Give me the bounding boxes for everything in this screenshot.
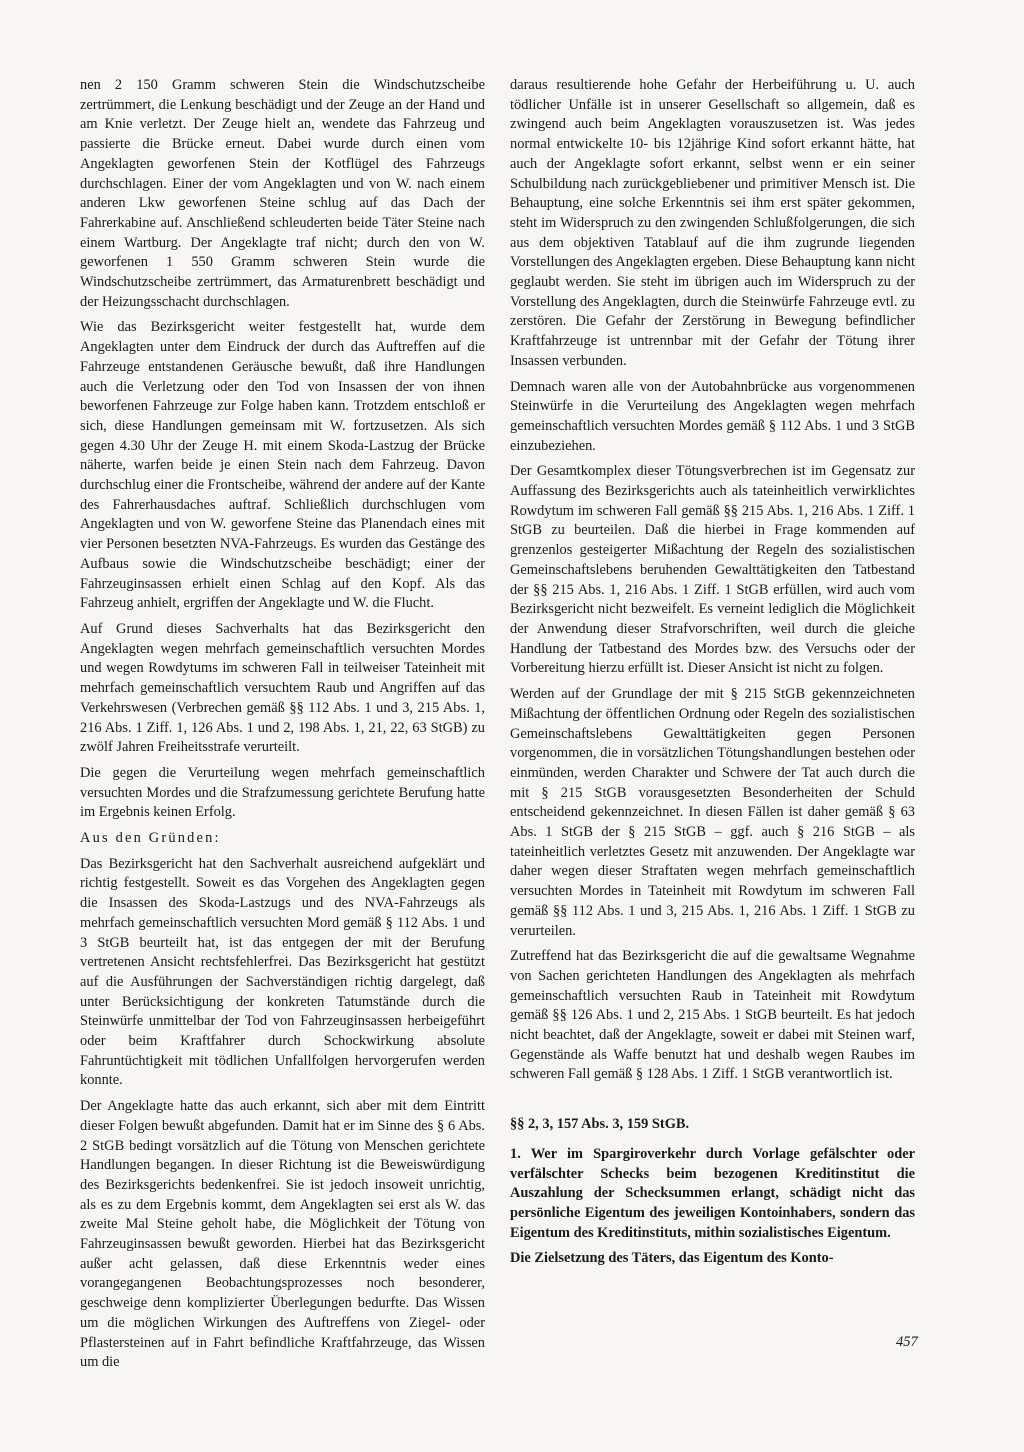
headnote: Die Zielsetzung des Täters, das Eigentum des Konto- xyxy=(510,1250,834,1267)
paragraph: Auf Grund dieses Sachverhalts hat das Bezirksgericht den Angeklagten wegen mehrfach gemeinschaftlich versuchten Mordes und wegen Rowdytums im schweren Fall in teilweiser Tateinheit mit mehrfach gemeinschaftlich versuchtem Raub und Angriffen auf das Verkehrswesen (Verbrechen gemäß §§ 112 Abs. 1 und 3, 215 Abs. 1, 216 Abs. 1 Ziff. 1, 126 Abs. 1 und 2, 198 Abs. 1, 21, 22, 63 StGB) zu zwölf Jahren Freiheitsstrafe verurteilt. xyxy=(80,620,485,756)
paragraph: Demnach waren alle von der Autobahnbrücke aus vorgenommenen Steinwürfe in die Verurteilung des Angeklagten wegen mehrfach gemeinschaftlich versuchten Mordes gemäß § 112 Abs. 1 und 3 StGB einzubeziehen. xyxy=(510,378,915,454)
left-column xyxy=(80,76,485,1379)
paragraph: Zutreffend hat das Bezirksgericht die auf die gewaltsame Wegnahme von Sachen gerichteten Handlungen des Angeklagten als mehrfach gemeinschaftlich versuchten Raub in Tateinheit mit Rowdytum gemäß §§ 126 Abs. 1 und 2, 215 Abs. 1 StGB beurteilt. Es hat jedoch nicht beachtet, daß der Angeklagte, soweit er dabei mit Steinen warf, Gegenstände als Waffe benutzt hat und deshalb wegen Raubes im schweren Fall gemäß § 128 Abs. 1 Ziff. 1 StGB verantwortlich ist. xyxy=(510,948,915,1083)
headnote: 1. Wer im Spargiroverkehr durch Vorlage gefälschter oder verfälschter Schecks beim bezogenen Kreditinstitut die Auszahlung der Schecksummen erlangt, schädigt nicht das persönliche Eigentum des jeweiligen Kontoinhabers, sondern das Eigentum des Kreditinstituts, mithin sozialistisches Eigentum. xyxy=(510,1145,915,1241)
paragraph: Wie das Bezirksgericht weiter festgestellt hat, wurde dem Angeklagten unter dem Eindruck der durch das Auftreffen auf die Fahrzeuge entstandenen Geräusche bewußt, daß ihre Handlungen auch die Verletzung oder den Tod von Insassen der von ihnen beworfenen Fahrzeuge zur Folge haben kann. Trotzdem entschloß er sich, diese Handlungen gemeinsam mit W. fortzusetzen. Als sich gegen 4.30 Uhr der Zeuge H. mit einem Skoda-Lastzug der Brücke näherte, warfen beide je einen Stein nach dem Fahrzeug. Davon durchschlug einer die Frontscheibe, während der andere auf der Kante des Fahrerhausdaches auftraf. Schließlich durchschlugen vom Angeklagten und von W. geworfene Steine das Planendach eines mit vier Personen besetzten NVA-Fahrzeugs. Es wurden das Gestänge des Aufbaus sowie die Windschutzscheibe beschädigt; einer der Fahrzeuginsassen erhielt einen Schlag auf den Kopf. Als das Fahrzeug anhielt, ergriffen der Angeklagte und W. die Flucht. xyxy=(80,319,485,612)
paragraph: daraus resultierende hohe Gefahr der Herbeiführung u. U. auch tödlicher Unfälle ist in unserer Gesellschaft so allgemein, daß es zwingend auch beim Angeklagten vorauszusetzen ist. Was jedes normal entwickelte 10- bis 12jährige Kind sofort erkannt hätte, hat auch der Angeklagte sofort erkannt, selbst wenn er ein seiner Schulbildung nach zurückgebliebener und primitiver Mensch ist. Die Behauptung, eine solche Erkenntnis sei ihm erst später gekommen, steht im Widerspruch zu den zwingenden Schlußfolgerungen, die sich aus dem objektiven Tatablauf auf die ihm zugrunde liegenden Vorstellungen des Angeklagten ergeben. Diese Behauptung kann nicht geglaubt werden. Sie steht im übrigen auch im Widerspruch zu der Vorstellung des Angeklagten, durch die Steinwürfe Fahrzeuge evtl. zu zerstören. Die Gefahr der Zerstörung in Bewegung befindlicher Kraftfahrzeuge ist untrennbar mit der Gefahr der Tötung ihrer Insassen verbunden. xyxy=(510,77,915,369)
paragraph: Das Bezirksgericht hat den Sachverhalt ausreichend aufgeklärt und richtig festgestellt. Soweit es das Vorgehen des Angeklagten gegen die Insassen des Skoda-Lastzugs und des NVA-Fahrzeugs als mehrfach gemeinschaftlich versuchten Mord gemäß § 112 Abs. 1 und 3 StGB beurteilt hat, ist das entgegen der mit der Berufung vertretenen Ansicht rechtsfehlerfrei. Das Bezirksgericht hat gestützt auf die Ausführungen der Sachverständigen richtig dargelegt, daß unter Berücksichtigung der konkreten Tatumstände durch die Steinwürfe unmittelbar der Tod von Fahrzeuginsassen herbeigeführt oder beim Kraftfahrer durch Schockwirkung absolute Fahruntüchtigkeit mit tödlichen Unfallfolgen hervorgerufen werden konnte. xyxy=(80,855,485,1089)
right-column xyxy=(510,76,915,1275)
law-reference: §§ 2, 3, 157 Abs. 3, 159 StGB. xyxy=(510,1116,690,1133)
paragraph: Der Angeklagte hatte das auch erkannt, sich aber mit dem Eintritt dieser Folgen bewußt abgefunden. Damit hat er im Sinne des § 6 Abs. 2 StGB bedingt vorsätzlich auf die Tötung von Menschen gerichtete Handlungen begangen. In dieser Richtung ist die Beweiswürdigung des Bezirksgerichts bedenkenfrei. Sie ist jedoch insoweit unrichtig, als es zu dem Ergebnis kommt, dem Angeklagten sei erst als W. das zweite Mal Steine geholt habe, die Möglichkeit der Tötung von Fahrzeuginsassen bewußt geworden. Hierbei hat das Bezirksgericht außer acht gelassen, daß diese Erkenntnis weder eines vorangegangenen Beobachtungsprozesses noch besonderer, geschweige denn komplizierter Überlegungen bedurfte. Das Wissen um die möglichen Wirkungen des Auftreffens von Ziegel- oder Pflastersteinen auf in Fahrt befindliche Kraftfahrzeuge, das Wissen um die xyxy=(80,1098,485,1371)
paragraph: Werden auf der Grundlage der mit § 215 StGB gekennzeichneten Mißachtung der öffentlichen Ordnung oder Regeln des sozialistischen Gemeinschaftslebens Gewalttätigkeiten gegen Personen vorgenommen, die in vorsätzlichen Tötungshandlungen bestehen oder einmünden, werden Charakter und Schwere der Tat auch durch die mit § 215 StGB vorausgesetzten Besonderheiten der Schuld entscheidend gekennzeichnet. In diesen Fällen ist daher gemäß § 63 Abs. 1 StGB der § 215 StGB – ggf. auch § 216 StGB – als tateinheitlich verletztes Gesetz mit anzuwenden. Der Angeklagte war daher wegen dieser Straftaten wegen mehrfach gemeinschaftlich versuchten Mordes in Tateinheit mit Rowdytum im schweren Fall gemäß §§ 112 Abs. 1 und 3, 215 Abs. 1, 216 Abs. 1 Ziff. 1 StGB zu verurteilen. xyxy=(510,686,915,939)
page-number: 457 xyxy=(896,1334,918,1350)
paragraph: nen 2 150 Gramm schweren Stein die Windschutzscheibe zertrümmert, die Lenkung beschädigt und der Zeuge an der Hand und am Knie verletzt. Der Zeuge hielt an, wendete das Fahrzeug und passierte die Brücke erneut. Dabei wurde durch einen vom Angeklagten geworfenen Stein der Kotflügel des Fahrzeugs durchschlagen. Einer der vom Angeklagten und von W. nach einem anderen Lkw geworfenen Steine schlug auf das Dach der Fahrerkabine auf. Anschließend schleuderten beide Täter Steine nach einem Wartburg. Der Angeklagte traf nicht; durch den von W. geworfenen 1 550 Gramm schweren Stein wurde die Windschutzscheibe zertrümmert, das Armaturenbrett beschädigt und der Heizungsschacht durchschlagen. xyxy=(80,77,485,310)
paragraph: Der Gesamtkomplex dieser Tötungsverbrechen ist im Gegensatz zur Auffassung des Bezirksgerichts auch als tateinheitlich verwirklichtes Rowdytum im schweren Fall gemäß §§ 215 Abs. 1, 216 Abs. 1 Ziff. 1 StGB zu beurteilen. Daß die hierbei in Frage kommenden auf grenzenlos gesteigerter Mißachtung der Regeln des sozialistischen Gemeinschaftslebens beruhenden Gewalttätigkeiten den Tatbestand der §§ 215 Abs. 1, 216 Abs. 1 Ziff. 1 StGB erfüllen, wird auch vom Bezirksgericht nicht bezweifelt. Es verneint lediglich die Möglichkeit der Anwendung dieser Strafvorschriften, weil durch die gleiche Handlung der Tatbestand des Mordes bzw. des Versuchs oder der Vorbereitung hierzu erfüllt ist. Dieser Ansicht ist nicht zu folgen. xyxy=(510,463,915,677)
section-heading: Aus den Gründen: xyxy=(80,830,221,847)
paragraph: Die gegen die Verurteilung wegen mehrfach gemeinschaftlich versuchten Mordes und die Strafzumessung gerichtete Berufung hatte im Ergebnis keinen Erfolg. xyxy=(80,764,485,821)
